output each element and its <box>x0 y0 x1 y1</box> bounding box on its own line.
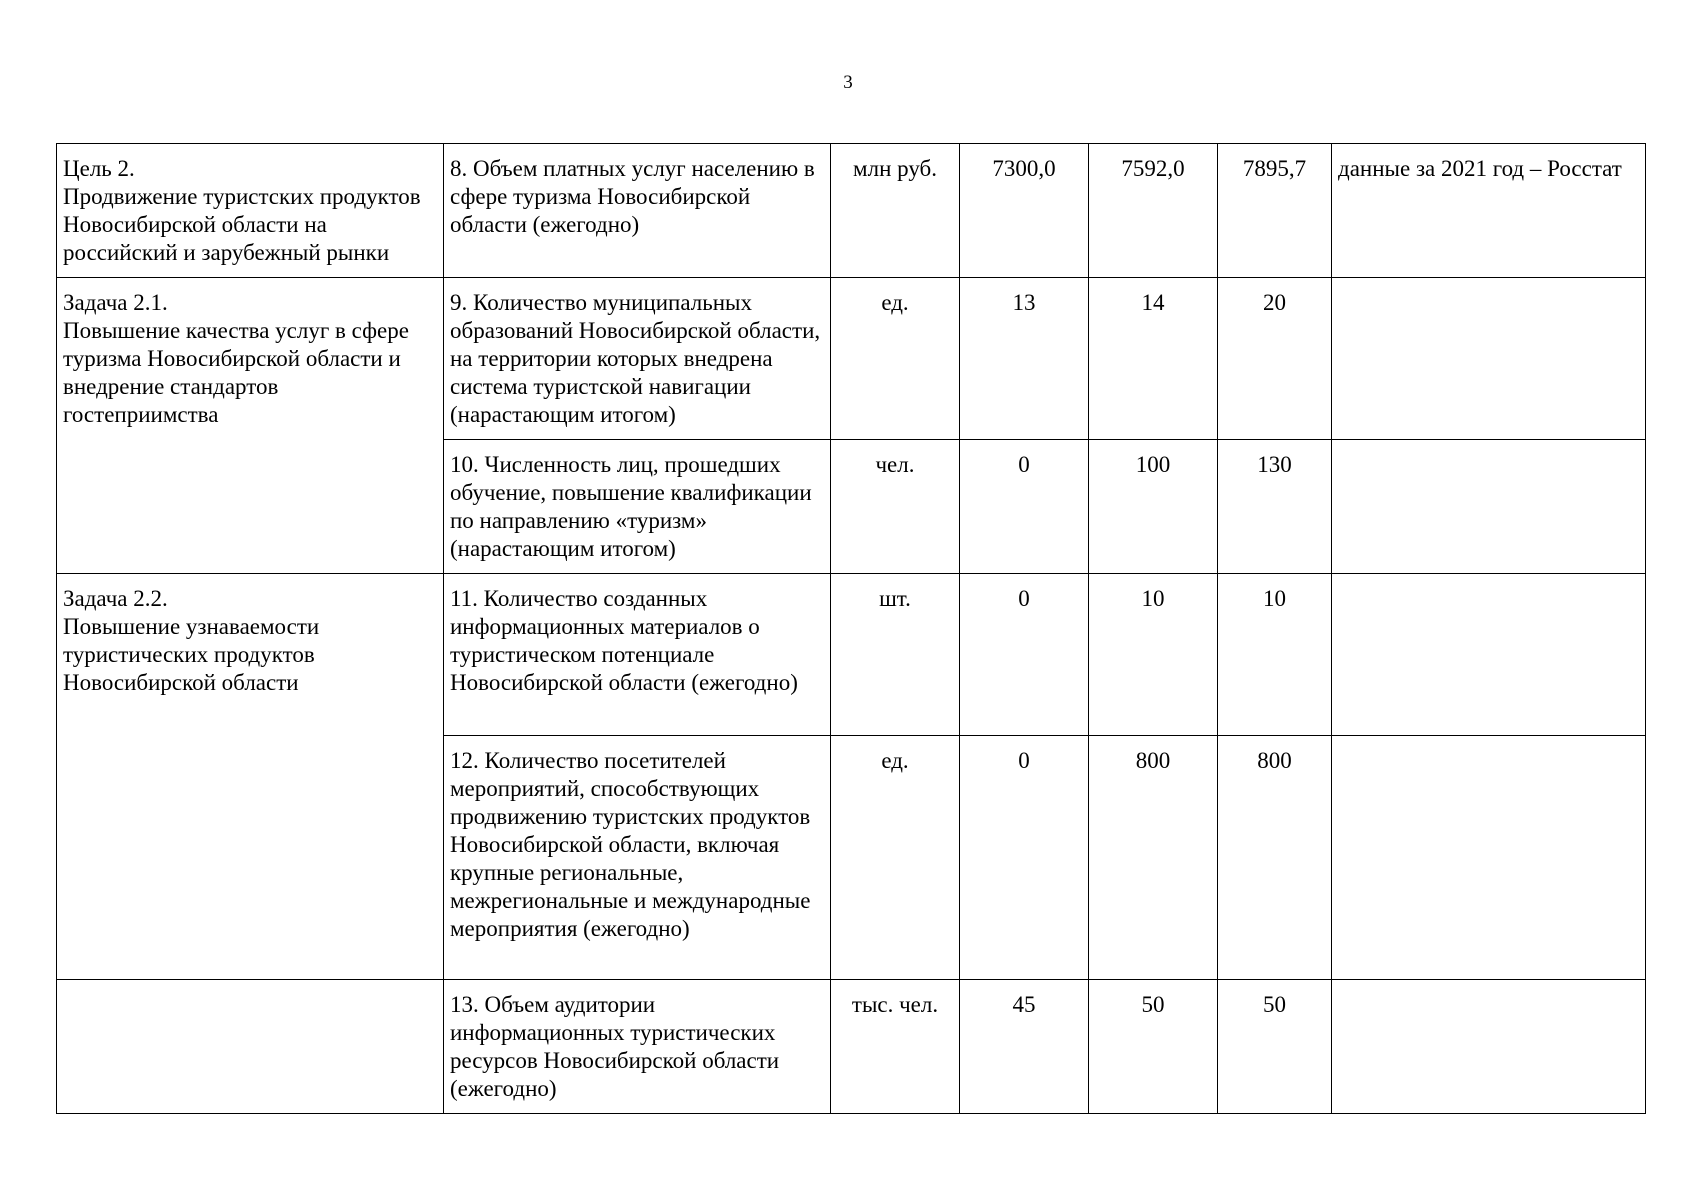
goal-cell: Цель 2. Продвижение туристских продуктов Новосибирской области на российский и зарубежный рынки <box>57 144 444 278</box>
unit-cell: ед. <box>831 278 960 440</box>
value-cell-2: 800 <box>1089 736 1218 980</box>
unit-cell: шт. <box>831 574 960 736</box>
value-cell-1: 0 <box>960 736 1089 980</box>
unit-cell: млн руб. <box>831 144 960 278</box>
note-cell <box>1332 278 1646 440</box>
indicator-cell: 8. Объем платных услуг населению в сфере туризма Новосибирской области (ежегодно) <box>444 144 831 278</box>
indicator-cell: 11. Количество созданных информационных материалов о туристическом потенциале Новосибирской области (ежегодно) <box>444 574 831 736</box>
value-cell-2: 100 <box>1089 440 1218 574</box>
unit-cell: ед. <box>831 736 960 980</box>
note-cell <box>1332 736 1646 980</box>
value-cell-3: 800 <box>1218 736 1332 980</box>
value-cell-3: 50 <box>1218 980 1332 1114</box>
note-cell <box>1332 980 1646 1114</box>
table-row <box>57 278 1646 440</box>
indicators-table <box>56 143 1646 1114</box>
value-cell-1: 0 <box>960 440 1089 574</box>
note-cell <box>1332 440 1646 574</box>
value-cell-3: 130 <box>1218 440 1332 574</box>
table-row <box>57 144 1646 278</box>
indicator-cell: 13. Объем аудитории информационных туристических ресурсов Новосибирской области (ежегодно) <box>444 980 831 1114</box>
value-cell-1: 45 <box>960 980 1089 1114</box>
indicator-cell: 9. Количество муниципальных образований Новосибирской области, на территории которых внедрена система туристской навигации (нарастающим итогом) <box>444 278 831 440</box>
unit-cell: тыс. чел. <box>831 980 960 1114</box>
task-cell: Задача 2.2. Повышение узнаваемости туристических продуктов Новосибирской области <box>57 574 444 980</box>
value-cell-1: 0 <box>960 574 1089 736</box>
value-cell-2: 7592,0 <box>1089 144 1218 278</box>
note-cell <box>1332 574 1646 736</box>
value-cell-2: 14 <box>1089 278 1218 440</box>
value-cell-1: 13 <box>960 278 1089 440</box>
value-cell-1: 7300,0 <box>960 144 1089 278</box>
table-row <box>57 980 1646 1114</box>
value-cell-3: 7895,7 <box>1218 144 1332 278</box>
task-cell <box>57 980 444 1114</box>
task-cell: Задача 2.1. Повышение качества услуг в сфере туризма Новосибирской области и внедрение стандартов гостеприимства <box>57 278 444 574</box>
page-number: 3 <box>843 72 853 93</box>
value-cell-2: 10 <box>1089 574 1218 736</box>
value-cell-3: 10 <box>1218 574 1332 736</box>
value-cell-2: 50 <box>1089 980 1218 1114</box>
unit-cell: чел. <box>831 440 960 574</box>
indicator-cell: 12. Количество посетителей мероприятий, способствующих продвижению туристских продуктов Новосибирской области, включая крупные региональные, межрегиональные и международные мероприятия (ежегодно) <box>444 736 831 980</box>
table-row <box>57 574 1646 736</box>
note-cell: данные за 2021 год – Росстат <box>1332 144 1646 278</box>
value-cell-3: 20 <box>1218 278 1332 440</box>
indicator-cell: 10. Численность лиц, прошедших обучение, повышение квалификации по направлению «туризм» (нарастающим итогом) <box>444 440 831 574</box>
